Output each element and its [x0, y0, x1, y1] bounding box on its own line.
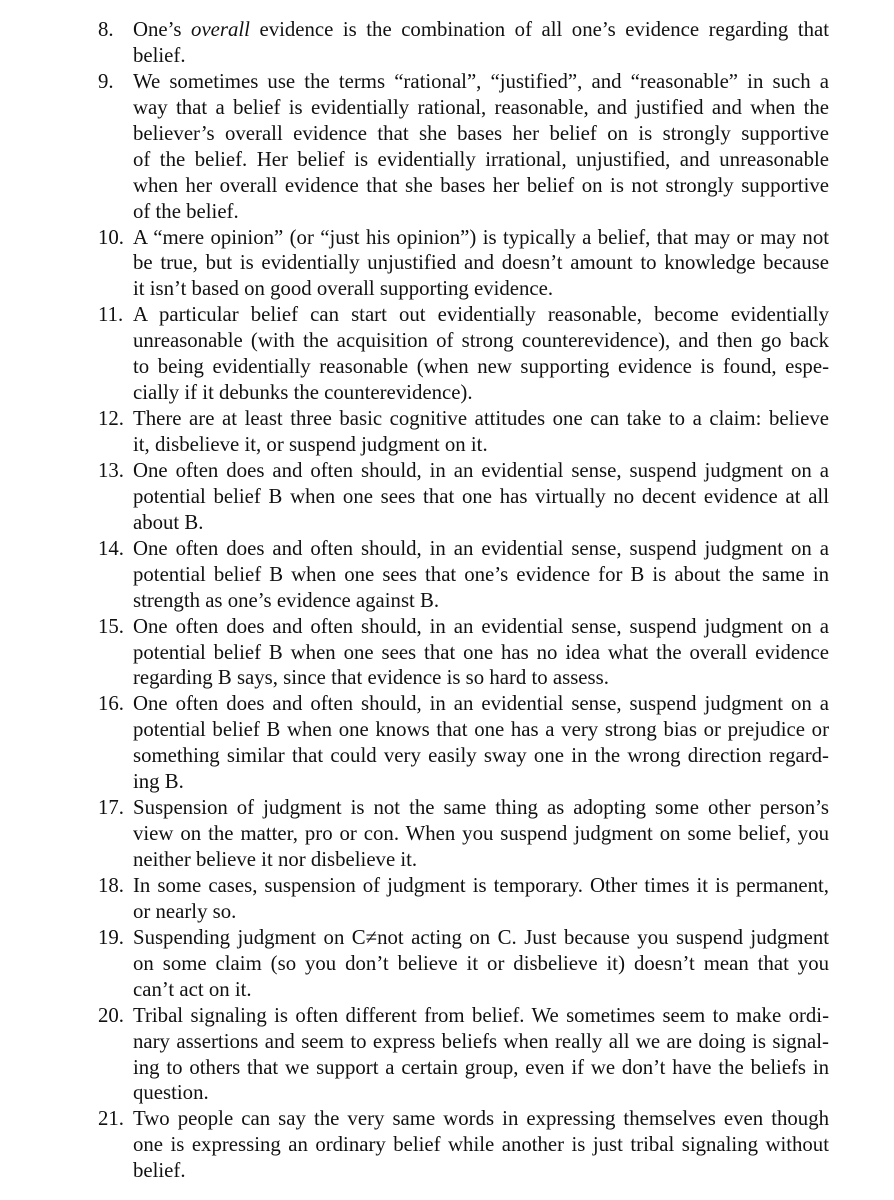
list-item-15 — [98, 614, 829, 692]
text-line: Tribal signaling is often different from belief. We sometimes seem to make ordi- — [133, 1003, 829, 1027]
list-item-19 — [98, 925, 829, 1003]
item-number: 21. — [98, 1107, 124, 1131]
list-item-18 — [98, 873, 829, 925]
list-item-10 — [98, 225, 829, 303]
text-line: it, disbelieve it, or suspend judgment on it. — [133, 433, 488, 456]
text-line: when her overall evidence that she bases her belief on is not strongly supportive — [133, 173, 829, 197]
item-number: 8. — [98, 18, 114, 41]
item-number: 12. — [98, 407, 124, 431]
text-line: about B. — [133, 510, 204, 534]
text-line: cially if it debunks the counterevidence). — [133, 381, 473, 405]
text-line: potential belief B when one sees that one has no idea what the overall evidence — [133, 640, 829, 664]
list-item-11 — [98, 302, 829, 406]
text-line: nary assertions and seem to express beliefs when really all we are doing is signal- — [133, 1029, 829, 1053]
text-line: something similar that could very easily sway one in the wrong direction regard- — [133, 744, 829, 768]
list-item-14 — [98, 536, 829, 614]
item-text — [133, 691, 829, 795]
item-text — [133, 406, 829, 458]
text-line: There are at least three basic cognitive attitudes one can take to a claim: believe — [133, 407, 829, 431]
item-text — [133, 69, 829, 225]
text-line: or nearly so. — [133, 899, 237, 923]
text-line: be true, but is evidentially unjustified and doesn’t amount to knowledge because — [133, 251, 829, 275]
text-line: belief. — [133, 1159, 186, 1183]
text-line: question. — [133, 1081, 209, 1105]
text-line: to being evidentially reasonable (when new supporting evidence is found, espe- — [133, 355, 829, 379]
list-item-9 — [98, 69, 829, 225]
text-line: regarding B says, since that evidence is so hard to assess. — [133, 666, 609, 690]
item-number: 13. — [98, 458, 124, 482]
text-line — [133, 17, 829, 43]
list-item-20 — [98, 1003, 829, 1107]
text-line: believer’s overall evidence that she bases her belief on is strongly supportive — [133, 121, 829, 145]
item-number: 18. — [98, 873, 124, 897]
list-item-16 — [98, 691, 829, 795]
item-number: 15. — [98, 614, 124, 638]
item-text — [133, 925, 829, 1003]
text-line: belief. — [133, 43, 186, 67]
text-line: ing B. — [133, 770, 184, 794]
item-text — [133, 536, 829, 614]
item-number: 9. — [98, 69, 114, 93]
list-item-8 — [98, 17, 829, 69]
text-line: unreasonable (with the acquisition of strong counterevidence), and then go back — [133, 329, 829, 353]
text-line: One often does and often should, in an evidential sense, suspend judgment on a — [133, 692, 829, 716]
text-line: One often does and often should, in an evidential sense, suspend judgment on a — [133, 614, 829, 638]
item-text — [133, 873, 829, 925]
text-line: view on the matter, pro or con. When you suspend judgment on some belief, you — [133, 822, 829, 846]
item-number: 19. — [98, 925, 124, 949]
text-line: it isn’t based on good overall supporting evidence. — [133, 277, 554, 301]
document-page — [98, 17, 829, 1184]
item-text — [133, 795, 829, 873]
item-number: 11. — [98, 303, 124, 327]
item-number: 14. — [98, 536, 124, 560]
text-line: A “mere opinion” (or “just his opinion”) is typically a belief, that may or may not — [133, 225, 829, 249]
text-line: One often does and often should, in an evidential sense, suspend judgment on a — [133, 536, 829, 560]
text-line: way that a belief is evidentially rational, reasonable, and justified and when the — [133, 95, 829, 119]
text-line: We sometimes use the terms “rational”, “justified”, and “reasonable” in such a — [133, 69, 829, 93]
item-text — [133, 302, 829, 406]
item-number: 20. — [98, 1003, 124, 1027]
text-line: one is expressing an ordinary belief while another is just tribal signaling without — [133, 1133, 829, 1157]
list-item-12 — [98, 406, 829, 458]
text-line: potential belief B when one sees that one’s evidence for B is about the same in — [133, 562, 829, 586]
text-line: can’t act on it. — [133, 977, 252, 1001]
text-line: ing to others that we support a certain group, even if we don’t have the beliefs in — [133, 1055, 829, 1079]
text-segment: One’s — [133, 18, 192, 41]
text-line: A particular belief can start out evidentially reasonable, become evidentially — [133, 303, 829, 327]
text-line: Two people can say the very same words in expressing themselves even though — [133, 1107, 829, 1131]
text-line: strength as one’s evidence against B. — [133, 588, 440, 612]
item-text — [133, 17, 829, 69]
item-text — [133, 1003, 829, 1107]
list-item-13 — [98, 458, 829, 536]
item-text — [133, 614, 829, 692]
text-line: In some cases, suspension of judgment is temporary. Other times it is permanent, — [133, 873, 829, 897]
text-line: potential belief B when one knows that one has a very strong bias or prejudice or — [133, 718, 829, 742]
list-item-17 — [98, 795, 829, 873]
text-line: One often does and often should, in an evidential sense, suspend judgment on a — [133, 458, 829, 482]
item-number: 16. — [98, 692, 124, 716]
text-line: Suspending judgment on C≠not acting on C. Just because you suspend judgment — [133, 925, 829, 949]
text-line: potential belief B when one sees that one has virtually no decent evidence at all — [133, 484, 829, 508]
item-text — [133, 458, 829, 536]
item-text — [133, 1106, 829, 1184]
text-line: on some claim (so you don’t believe it or disbelieve it) doesn’t mean that you — [133, 951, 829, 975]
text-line: Suspension of judgment is not the same thing as adopting some other person’s — [133, 796, 829, 820]
text-line: neither believe it nor disbelieve it. — [133, 848, 418, 871]
list-item-21 — [98, 1106, 829, 1184]
text-line: of the belief. Her belief is evidentially irrational, unjustified, and unreasonable — [133, 147, 829, 171]
item-number: 17. — [98, 796, 124, 820]
text-line: of the belief. — [133, 199, 239, 223]
item-number: 10. — [98, 225, 124, 249]
text-segment: evidence is the combination of all one’s evidence regarding that — [249, 18, 830, 41]
emphasized-word: overall — [191, 18, 250, 41]
item-text — [133, 225, 829, 303]
